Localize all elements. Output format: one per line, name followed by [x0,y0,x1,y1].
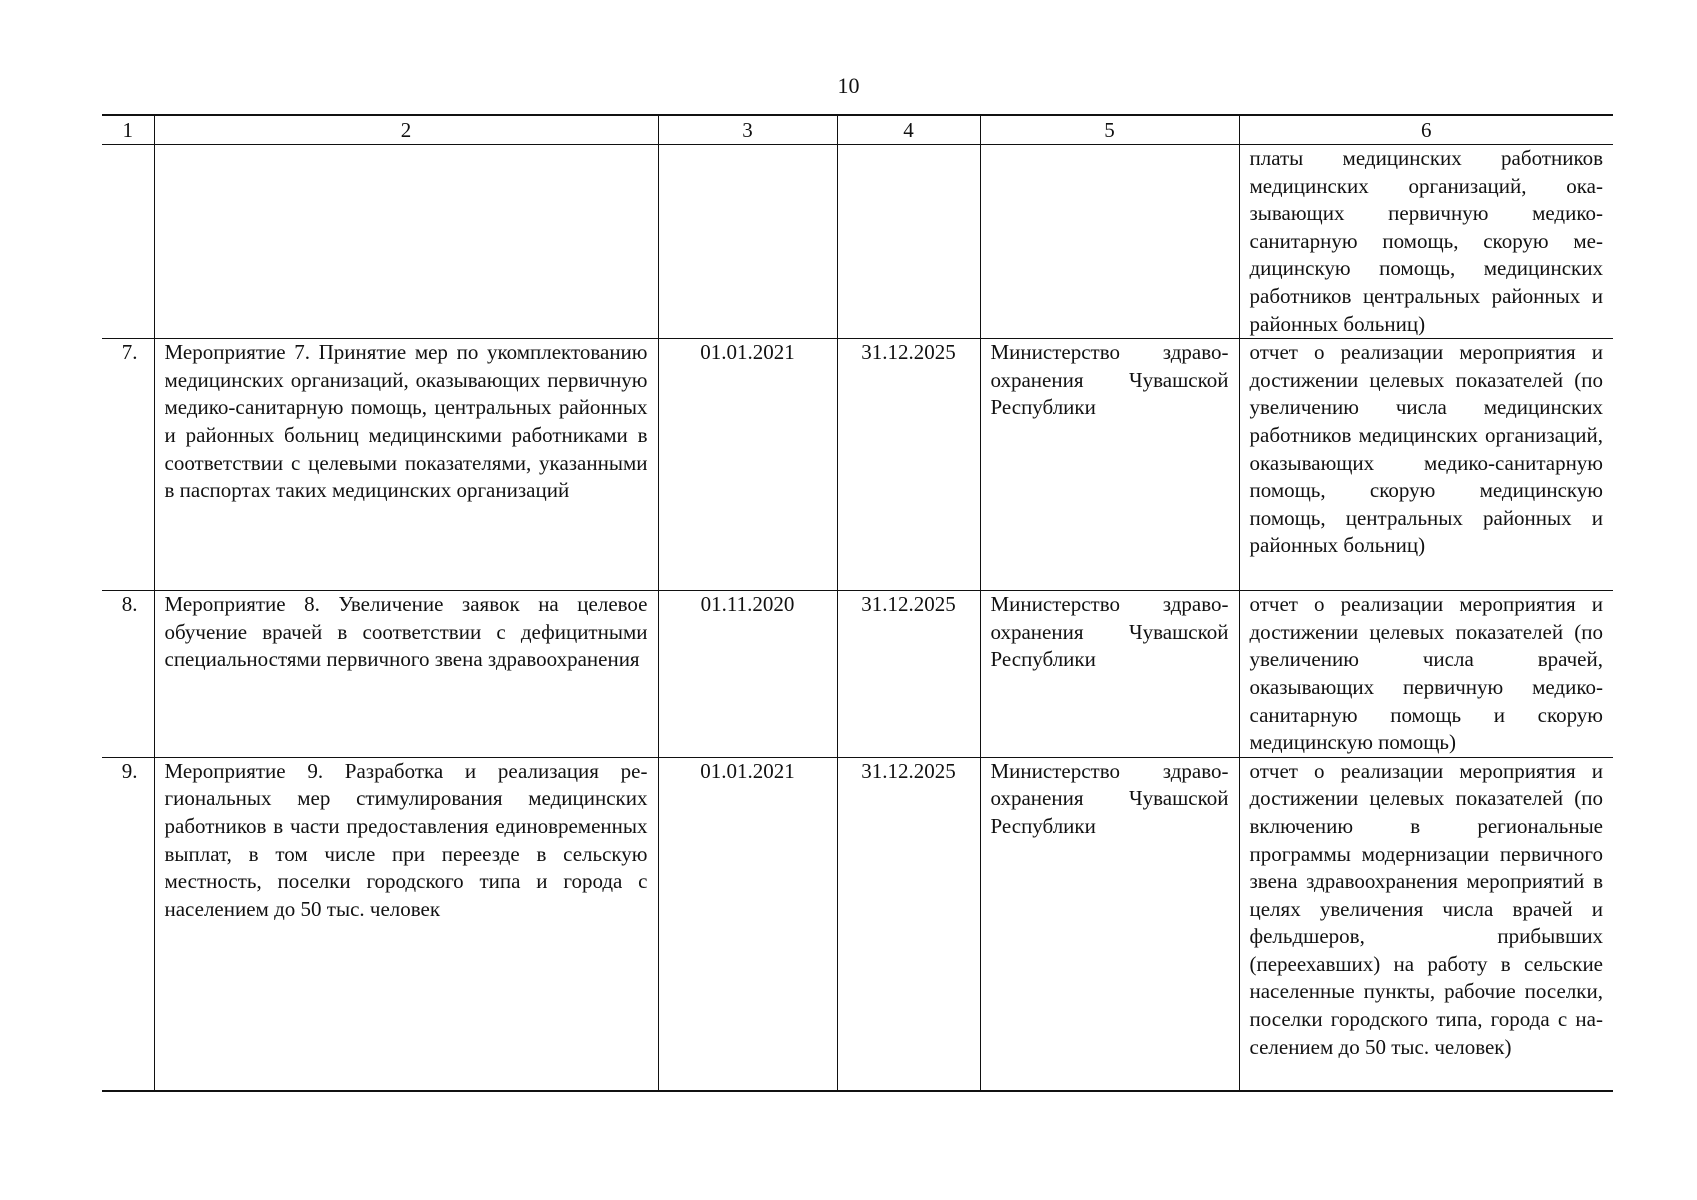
responsible-cell: Министерство здравоохранения Чувашской Республики [980,757,1239,1091]
responsible-cell: Министерство здравоохранения Чувашской Республики [980,591,1239,758]
end-date-cell: 31.12.2025 [837,757,980,1091]
responsible-cell: Министерство здравоохранения Чувашской Республики [980,339,1239,591]
row-number: 7. [102,339,154,591]
result-cell: отчет о реализации мероприятия и достижении целевых показателей (по увеличению числа врачей, оказывающих первичную медико-санитарную помощь и скорую медицинскую помощь) [1239,591,1613,758]
page-number: 10 [837,73,860,98]
activity-cell: Мероприятие 8. Увеличение заявок на целевое обучение врачей в соответствии с дефицитными специальностями первичного звена здравоохранения [154,591,658,758]
column-number-4: 4 [837,115,980,145]
table-row [102,757,1613,1091]
result-cell: платы медицинских работников медицинских организаций, оказывающих первичную медико-санитарную помощь, скорую медицинскую помощь, медицинских работников центральных районных и районных больниц) [1239,145,1613,339]
row-number: 8. [102,591,154,758]
column-number-6: 6 [1239,115,1613,145]
activities-table [102,114,1613,1092]
table-row [102,339,1613,591]
column-number-3: 3 [658,115,837,145]
activity-cell [154,145,658,339]
start-date-cell: 01.11.2020 [658,591,837,758]
row-number: 9. [102,757,154,1091]
activity-cell: Мероприятие 9. Разработка и реализация региональных мер стимулирования медицинских работников в части предоставления единовременных выплат, в том числе при переезде в сельскую местность, поселки городского типа и города с населением до 50 тыс. человек [154,757,658,1091]
table-row [102,591,1613,758]
end-date-cell [837,145,980,339]
end-date-cell: 31.12.2025 [837,591,980,758]
start-date-cell [658,145,837,339]
table-row [102,145,1613,339]
column-number-1: 1 [102,115,154,145]
column-number-row [102,115,1613,145]
row-number [102,145,154,339]
column-number-5: 5 [980,115,1239,145]
result-cell: отчет о реализации мероприятия и достижении целевых показателей (по включению в региональные программы модернизации первичного звена здравоохранения мероприятий в целях увеличения числа врачей и фельдшеров, прибывших (переехавших) на работу в сельские населенные пункты, рабочие поселки, поселки городского типа, города с населением до 50 тыс. человек) [1239,757,1613,1091]
activity-cell: Мероприятие 7. Принятие мер по укомплектованию медицинских организаций, оказывающих первичную медико-санитарную помощь, центральных районных и районных больниц медицинскими работниками в соответствии с целевыми показателями, указанными в паспортах таких медицинских организаций [154,339,658,591]
start-date-cell: 01.01.2021 [658,339,837,591]
responsible-cell [980,145,1239,339]
start-date-cell: 01.01.2021 [658,757,837,1091]
result-cell: отчет о реализации мероприятия и достижении целевых показателей (по увеличению числа медицинских работников медицинских организаций, оказывающих медико-санитарную помощь, скорую медицинскую помощь, центральных районных и районных больниц) [1239,339,1613,591]
end-date-cell: 31.12.2025 [837,339,980,591]
column-number-2: 2 [154,115,658,145]
